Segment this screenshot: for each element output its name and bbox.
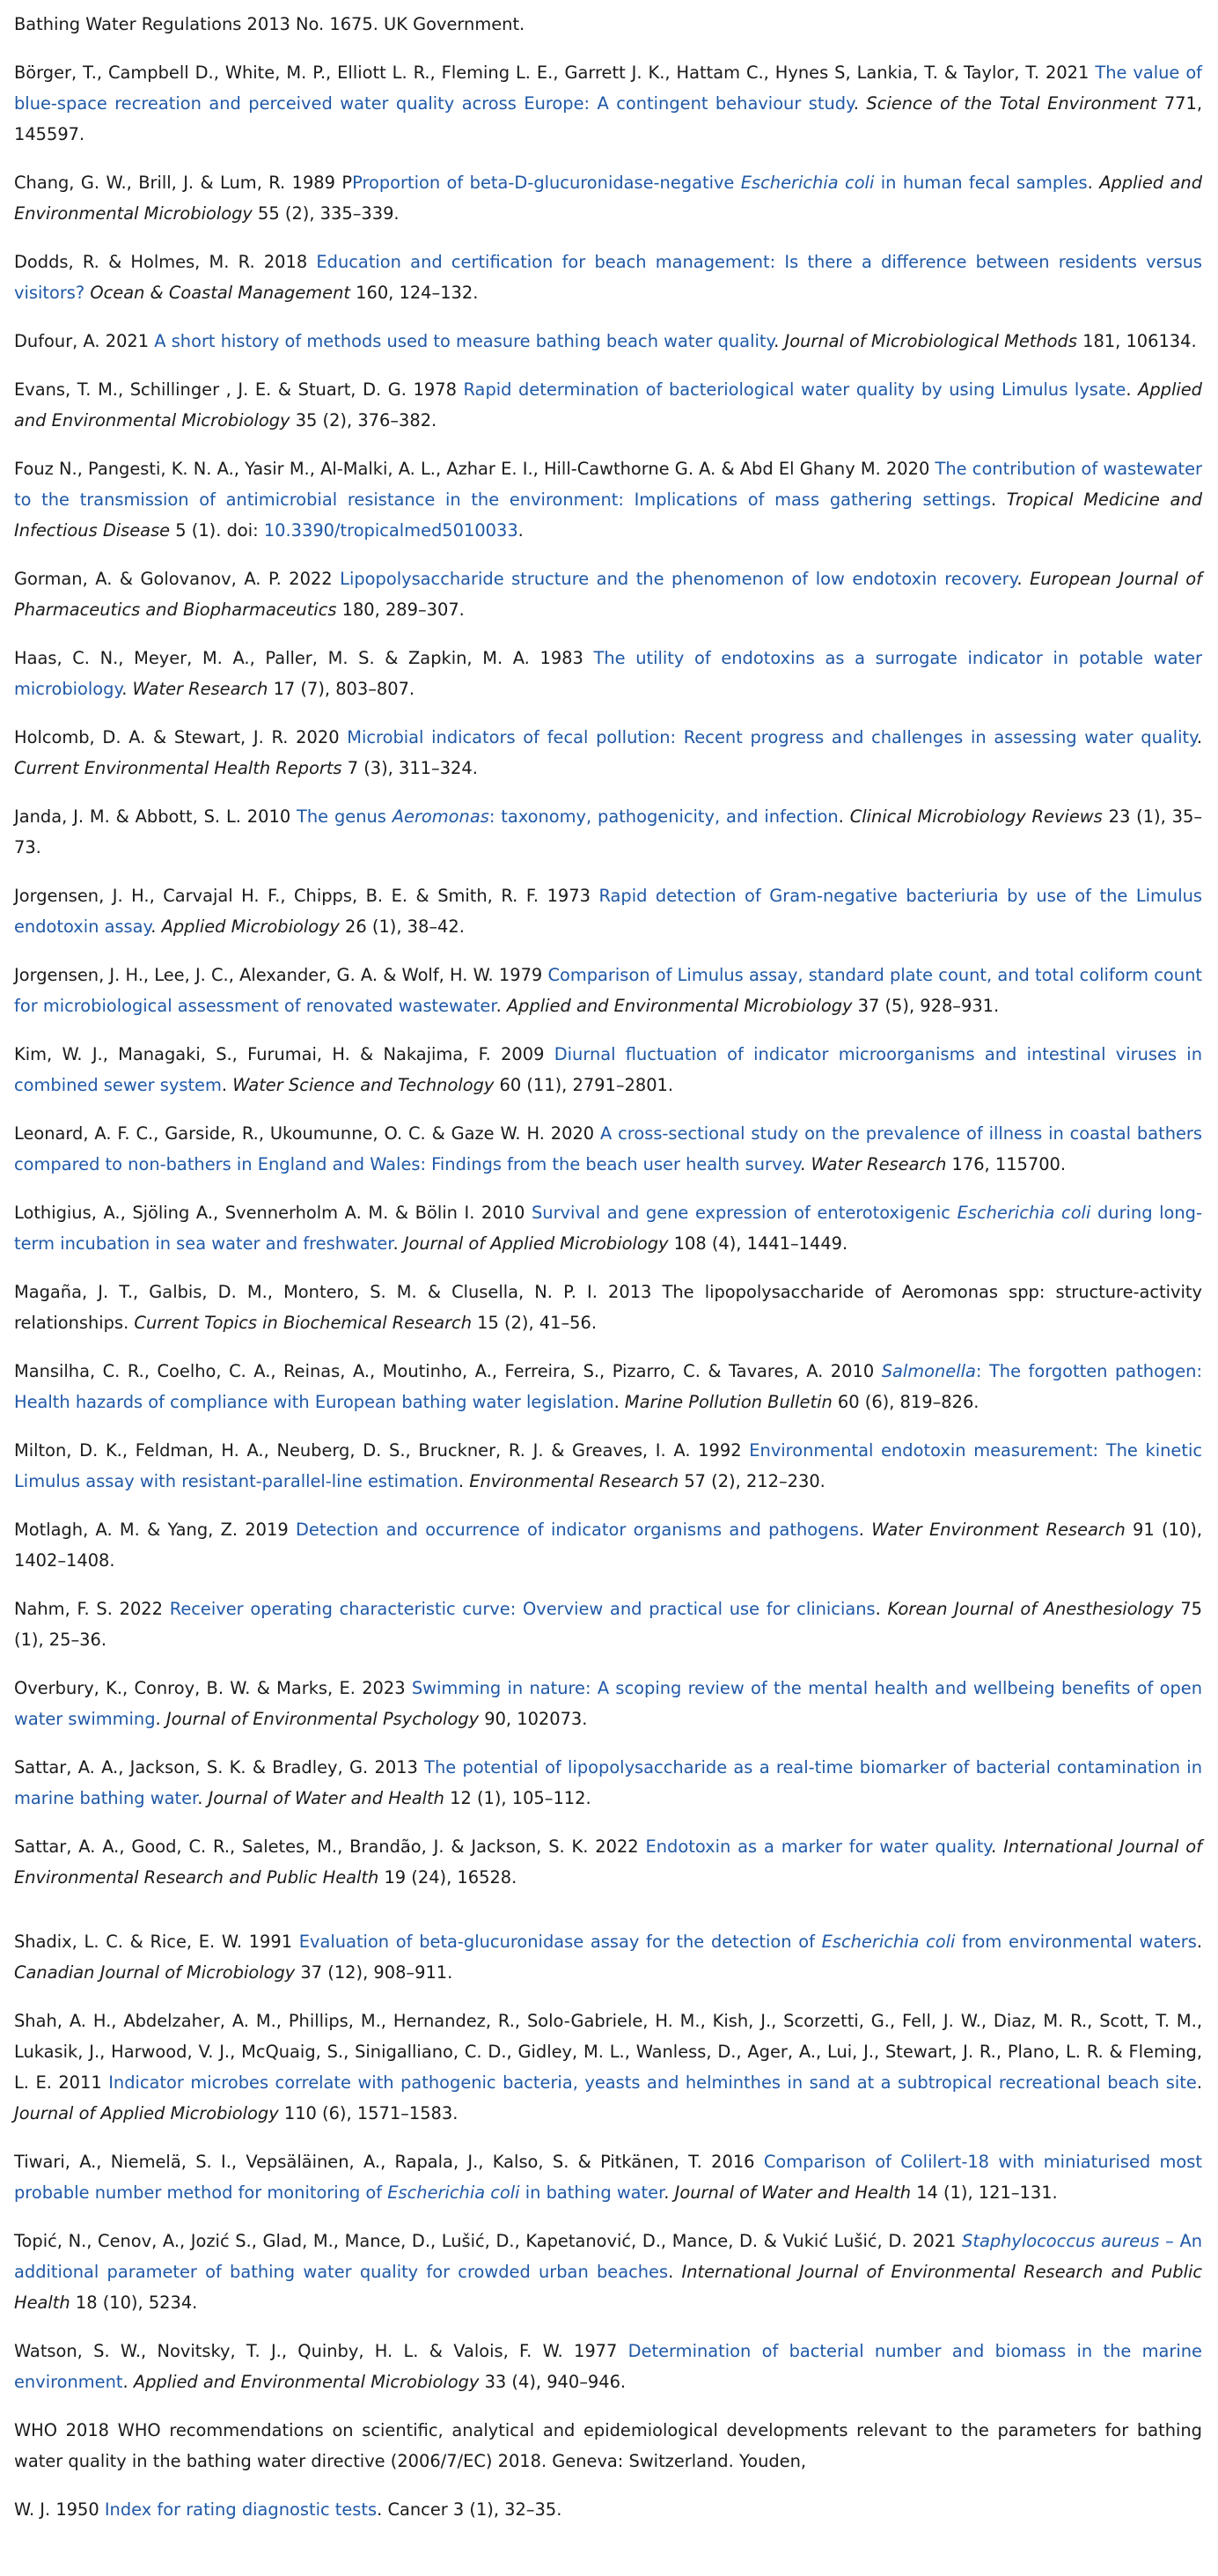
reference-entry bbox=[14, 326, 1202, 357]
reference-entry bbox=[14, 880, 1202, 942]
reference-text: Watson, S. W., Novitsky, T. J., Quinby, H. L. & Valois, F. W. 1977 bbox=[14, 2341, 628, 2361]
journal-name: Ocean & Coastal Management bbox=[90, 283, 350, 303]
reference-text: Jorgensen, J. H., Carvajal H. F., Chipps, B. E. & Smith, R. F. 1973 bbox=[14, 886, 599, 906]
reference-entry bbox=[14, 643, 1202, 704]
reference-text: . bbox=[990, 489, 1007, 510]
reference-text: . bbox=[991, 1836, 1004, 1857]
reference-entry bbox=[14, 57, 1202, 150]
reference-text: . bbox=[875, 1599, 888, 1619]
reference-text: . bbox=[800, 1154, 811, 1174]
reference-entry bbox=[14, 2336, 1202, 2397]
reference-text: Lothigius, A., Sjöling A., Svennerholm A. M. & Bölin I. 2010 bbox=[14, 1203, 532, 1223]
reference-text: Fouz N., Pangesti, K. N. A., Yasir M., Al-Malki, A. L., Azhar E. I., Hill-Cawthorne G. A. & Abd El Ghany M. 2020 bbox=[14, 459, 936, 479]
reference-link[interactable]: in human fecal samples bbox=[874, 173, 1088, 193]
reference-text: 7 (3), 311–324. bbox=[341, 758, 478, 778]
journal-name: Korean Journal of Anesthesiology bbox=[887, 1599, 1174, 1619]
reference-text: . bbox=[221, 1075, 233, 1095]
reference-list bbox=[14, 9, 1202, 2543]
reference-link[interactable]: Education and certification for beach management: Is there a difference between residents versus visitors? bbox=[14, 252, 1202, 303]
reference-text: . bbox=[838, 806, 850, 827]
journal-name: Applied and Environmental Microbiology bbox=[14, 379, 1202, 431]
reference-text: 12 (1), 105–112. bbox=[444, 1788, 591, 1808]
reference-text: Gorman, A. & Golovanov, A. P. 2022 bbox=[14, 569, 341, 589]
reference-link[interactable]: Evaluation of beta-glucuronidase assay for the detection of bbox=[298, 1932, 822, 1952]
reference-link[interactable]: Comparison of Colilert-18 with miniaturised most probable number method for monitoring of bbox=[14, 2152, 1203, 2203]
reference-link[interactable]: Aeromonas bbox=[392, 806, 489, 827]
journal-name: Journal of Applied Microbiology bbox=[403, 1233, 669, 1254]
reference-entry bbox=[14, 1435, 1202, 1497]
reference-text: Evans, T. M., Schillinger , J. E. & Stuart, D. G. 1978 bbox=[14, 379, 464, 400]
journal-name: Water Environment Research bbox=[871, 1520, 1126, 1540]
reference-link[interactable]: Detection and occurrence of indicator organisms and pathogens bbox=[295, 1520, 859, 1540]
reference-text: Leonard, A. F. C., Garside, R., Ukoumunne, O. C. & Gaze W. H. 2020 bbox=[14, 1123, 600, 1144]
reference-text: Chang, G. W., Brill, J. & Lum, R. 1989 P bbox=[14, 173, 353, 193]
reference-text: . bbox=[1016, 569, 1031, 589]
reference-link[interactable]: in bathing water bbox=[519, 2182, 664, 2203]
reference-entry bbox=[14, 563, 1202, 625]
reference-link[interactable]: Swimming in nature: A scoping review of the mental health and wellbeing benefits of open water swimming bbox=[14, 1678, 1202, 1729]
reference-text: 23 (1), 35–73. bbox=[14, 806, 1203, 857]
reference-text: Sattar, A. A., Jackson, S. K. & Bradley, G. 2013 bbox=[14, 1757, 425, 1777]
journal-name: Journal of Applied Microbiology bbox=[14, 2103, 279, 2123]
reference-text: WHO 2018 WHO recommendations on scientific, analytical and epidemiological developments relevant to the parameters for bathing water quality in the bathing water directive (2006/7/EC) 2018. Geneva: Switzerland. Youden, bbox=[14, 2420, 1202, 2471]
reference-text: Motlagh, A. M. & Yang, Z. 2019 bbox=[14, 1520, 296, 1540]
reference-entry bbox=[14, 801, 1202, 863]
reference-text: 181, 106134. bbox=[1076, 331, 1197, 351]
reference-entry bbox=[14, 453, 1202, 546]
reference-text: 160, 124–132. bbox=[350, 283, 479, 303]
journal-name: Water Science and Technology bbox=[232, 1075, 495, 1095]
reference-text: . bbox=[668, 2262, 682, 2282]
reference-text: 18 (10), 5234. bbox=[70, 2293, 198, 2313]
reference-text: 60 (11), 2791–2801. bbox=[494, 1075, 674, 1095]
reference-text: 55 (2), 335–339. bbox=[252, 203, 400, 224]
reference-entry bbox=[14, 1831, 1202, 1893]
reference-link[interactable]: : The forgotten pathogen: Health hazards of compliance with European bathing water legislation bbox=[14, 1361, 1203, 1412]
reference-link[interactable]: during long-term incubation in sea water and freshwater bbox=[14, 1203, 1202, 1254]
reference-link[interactable]: Escherichia coli bbox=[387, 2182, 520, 2203]
reference-link[interactable]: A cross-sectional study on the prevalence of illness in coastal bathers compared to non-bathers in England and Wales: Findings from the beach user health survey bbox=[14, 1123, 1202, 1174]
reference-link[interactable]: Staphylococcus aureus bbox=[962, 2231, 1160, 2251]
reference-text: Börger, T., Campbell D., White, M. P., Elliott L. R., Fleming L. E., Garrett J. K., Hattam C., Hynes S, Lankia, T. & Taylor, T. 2021 bbox=[14, 63, 1096, 83]
reference-entry bbox=[14, 2226, 1202, 2318]
reference-entry bbox=[14, 167, 1202, 229]
reference-link[interactable]: Salmonella bbox=[881, 1361, 976, 1381]
reference-link[interactable]: Comparison of Limulus assay, standard plate count, and total coliform count for microbiological assessment of renovated wastewater bbox=[14, 965, 1202, 1016]
reference-text: . bbox=[1126, 379, 1139, 400]
journal-name: Applied Microbiology bbox=[161, 916, 340, 937]
reference-link[interactable]: A short history of methods used to measure bathing beach water quality bbox=[154, 331, 774, 351]
reference-link[interactable]: Rapid detection of Gram-negative bacteriuria by use of the Limulus endotoxin assay bbox=[14, 886, 1202, 937]
reference-text: 91 (10), 1402–1408. bbox=[14, 1520, 1202, 1571]
reference-text: . bbox=[517, 520, 524, 541]
reference-entry bbox=[14, 374, 1202, 436]
reference-entry bbox=[14, 1356, 1202, 1417]
journal-name: Journal of Microbiological Methods bbox=[784, 331, 1077, 351]
reference-text: 37 (5), 928–931. bbox=[852, 996, 1000, 1016]
reference-entry bbox=[14, 1118, 1202, 1180]
reference-text: 35 (2), 376–382. bbox=[290, 410, 437, 431]
reference-link[interactable]: – An additional parameter of bathing water quality for crowded urban beaches bbox=[14, 2231, 1203, 2282]
journal-name: Journal of Water and Health bbox=[674, 2182, 912, 2203]
reference-link[interactable]: The contribution of wastewater to the transmission of antimicrobial resistance in the environment: Implications of mass gathering settings bbox=[14, 459, 1203, 510]
reference-link[interactable]: Proportion of beta-D-glucuronidase-negative bbox=[352, 173, 741, 193]
journal-name: Canadian Journal of Microbiology bbox=[14, 1962, 296, 1983]
journal-name: Water Research bbox=[132, 679, 268, 699]
reference-text: . bbox=[853, 93, 867, 114]
journal-name: Environmental Research bbox=[469, 1471, 679, 1491]
reference-text: 17 (7), 803–807. bbox=[268, 679, 415, 699]
reference-entry bbox=[14, 1673, 1202, 1734]
reference-text: Milton, D. K., Feldman, H. A., Neuberg, D. S., Bruckner, R. J. & Greaves, I. A. 1992 bbox=[14, 1440, 750, 1461]
reference-text: Jorgensen, J. H., Lee, J. C., Alexander, G. A. & Wolf, H. W. 1979 bbox=[14, 965, 548, 985]
reference-text: 26 (1), 38–42. bbox=[339, 916, 465, 937]
reference-link[interactable]: : taxonomy, pathogenicity, and infection bbox=[488, 806, 839, 827]
reference-text: . bbox=[197, 1788, 209, 1808]
reference-text: Overbury, K., Conroy, B. W. & Marks, E. 2023 bbox=[14, 1678, 412, 1698]
reference-text: . bbox=[858, 1520, 872, 1540]
reference-text: . bbox=[122, 2372, 134, 2392]
journal-name: Applied and Environmental Microbiology bbox=[133, 2372, 480, 2392]
reference-link[interactable]: Indicator microbes correlate with pathogenic bacteria, yeasts and helminthes in sand at a subtropical recreational beach site bbox=[108, 2072, 1197, 2093]
reference-text: 75 (1), 25–36. bbox=[14, 1599, 1203, 1650]
reference-text: . bbox=[393, 1233, 404, 1254]
reference-text: Bathing Water Regulations 2013 No. 1675. UK Government. bbox=[14, 14, 525, 34]
reference-link[interactable]: The potential of lipopolysaccharide as a real-time biomarker of bacterial contamination in marine bathing water bbox=[14, 1757, 1202, 1808]
reference-link[interactable]: Survival and gene expression of enterotoxigenic bbox=[531, 1203, 958, 1223]
reference-text: 19 (24), 16528. bbox=[378, 1867, 517, 1888]
journal-name: Current Topics in Biochemical Research bbox=[134, 1313, 473, 1333]
reference-entry bbox=[14, 960, 1202, 1021]
reference-entry bbox=[14, 1514, 1202, 1576]
reference-text: Holcomb, D. A. & Stewart, J. R. 2020 bbox=[14, 727, 348, 747]
reference-text: . bbox=[613, 1392, 625, 1412]
journal-name: International Journal of Environmental Research and Public Health bbox=[14, 2262, 1203, 2313]
reference-text: 110 (6), 1571–1583. bbox=[278, 2103, 459, 2123]
reference-text: . bbox=[1087, 173, 1100, 193]
journal-name: Applied and Environmental Microbiology bbox=[14, 173, 1203, 224]
reference-text: . bbox=[664, 2182, 675, 2203]
reference-text: 5 (1). doi: bbox=[170, 520, 264, 541]
reference-text: 14 (1), 121–131. bbox=[911, 2182, 1058, 2203]
reference-text: Dufour, A. 2021 bbox=[14, 331, 155, 351]
reference-text: 57 (2), 212–230. bbox=[679, 1471, 825, 1491]
reference-text: . bbox=[150, 916, 162, 937]
reference-link[interactable]: The utility of endotoxins as a surrogate indicator in potable water microbiology bbox=[14, 648, 1202, 699]
reference-text: . bbox=[1196, 2072, 1202, 2093]
reference-text: 60 (6), 819–826. bbox=[832, 1392, 980, 1412]
journal-name: International Journal of Environmental Research and Public Health bbox=[14, 1836, 1202, 1888]
reference-text: Topić, N., Cenov, A., Jozić S., Glad, M., Mance, D., Lušić, D., Kapetanović, D., Mance, D. & Vukić Lušić, D. 2021 bbox=[14, 2231, 963, 2251]
reference-text: Janda, J. M. & Abbott, S. L. 2010 bbox=[14, 806, 297, 827]
reference-entry bbox=[14, 2006, 1202, 2129]
journal-name: Current Environmental Health Reports bbox=[14, 758, 342, 778]
reference-text: 176, 115700. bbox=[946, 1154, 1067, 1174]
reference-text: Magaña, J. T., Galbis, D. M., Montero, S. M. & Clusella, N. P. I. 2013 The lipopolysaccharide of Aeromonas spp: structure-activity relationships. bbox=[14, 1282, 1202, 1333]
reference-text: . bbox=[121, 679, 133, 699]
journal-name: Marine Pollution Bulletin bbox=[624, 1392, 833, 1412]
reference-text: W. J. 1950 bbox=[14, 2499, 105, 2520]
reference-link[interactable]: Environmental endotoxin measurement: The kinetic Limulus assay with resistant-parallel-line estimation bbox=[14, 1440, 1203, 1491]
reference-text: 90, 102073. bbox=[479, 1709, 588, 1729]
reference-text: . Cancer 3 (1), 32–35. bbox=[377, 2499, 562, 2520]
reference-text: . bbox=[1196, 727, 1203, 747]
journal-name: Water Research bbox=[811, 1154, 947, 1174]
reference-text: . bbox=[495, 996, 507, 1016]
reference-link[interactable]: Endotoxin as a marker for water quality bbox=[645, 1836, 992, 1857]
reference-link[interactable]: The genus bbox=[297, 806, 393, 827]
reference-entry bbox=[14, 1039, 1202, 1100]
reference-link[interactable]: Lipopolysaccharide structure and the phenomenon of low endotoxin recovery bbox=[340, 569, 1017, 589]
reference-entry bbox=[14, 1277, 1202, 1338]
reference-link[interactable]: Index for rating diagnostic tests bbox=[104, 2499, 378, 2520]
reference-entry bbox=[14, 247, 1202, 308]
reference-text: 180, 289–307. bbox=[336, 600, 465, 620]
reference-link[interactable]: The value of blue-space recreation and perceived water quality across Europe: A contingent behaviour study bbox=[14, 63, 1203, 114]
reference-entry bbox=[14, 2415, 1202, 2477]
reference-entry bbox=[14, 2146, 1202, 2208]
reference-entry bbox=[14, 2494, 1202, 2525]
reference-entry bbox=[14, 1593, 1202, 1655]
reference-text: Shadix, L. C. & Rice, E. W. 1991 bbox=[14, 1932, 299, 1952]
reference-text: 15 (2), 41–56. bbox=[472, 1313, 598, 1333]
reference-text: Haas, C. N., Meyer, M. A., Paller, M. S. & Zapkin, M. A. 1983 bbox=[14, 648, 594, 668]
reference-text: . bbox=[774, 331, 785, 351]
reference-link[interactable]: from environmental waters bbox=[955, 1932, 1197, 1952]
reference-entry bbox=[14, 9, 1202, 40]
reference-text: 108 (4), 1441–1449. bbox=[668, 1233, 848, 1254]
reference-text: . bbox=[155, 1709, 166, 1729]
reference-text: Dodds, R. & Holmes, M. R. 2018 bbox=[14, 252, 317, 272]
reference-text: 33 (4), 940–946. bbox=[479, 2372, 627, 2392]
reference-link[interactable]: Determination of bacterial number and biomass in the marine environment bbox=[14, 2341, 1202, 2392]
reference-entry bbox=[14, 722, 1202, 784]
reference-link[interactable]: Diurnal fluctuation of indicator microorganisms and intestinal viruses in combined sewer system bbox=[14, 1044, 1202, 1095]
journal-name: Clinical Microbiology Reviews bbox=[849, 806, 1103, 827]
journal-name: Journal of Environmental Psychology bbox=[165, 1709, 480, 1729]
reference-link[interactable]: Receiver operating characteristic curve: Overview and practical use for clinicians bbox=[169, 1599, 876, 1619]
reference-link[interactable]: Rapid determination of bacteriological water quality by using Limulus lysate bbox=[463, 379, 1126, 400]
journal-name: Journal of Water and Health bbox=[208, 1788, 444, 1808]
journal-name: European Journal of Pharmaceutics and Biopharmaceutics bbox=[14, 569, 1202, 620]
reference-link[interactable]: Escherichia coli bbox=[821, 1932, 956, 1952]
reference-text: Mansilha, C. R., Coelho, C. A., Reinas, A., Moutinho, A., Ferreira, S., Pizarro, C. & Tavares, A. 2010 bbox=[14, 1361, 882, 1381]
reference-text: Nahm, F. S. 2022 bbox=[14, 1599, 170, 1619]
reference-text: Sattar, A. A., Good, C. R., Saletes, M., Brandão, J. & Jackson, S. K. 2022 bbox=[14, 1836, 646, 1857]
reference-entry bbox=[14, 1197, 1202, 1259]
reference-entry bbox=[14, 1926, 1202, 1988]
reference-text: Shah, A. H., Abdelzaher, A. M., Phillips, M., Hernandez, R., Solo-Gabriele, H. M., Kish, J., Scorzetti, G., Fell, J. W., Diaz, M. R., Scott, T. M., Lukasik, J., Harwood, V. J., McQuaig, S., Sinigalliano, C. D., Gidley, M. L., Wanless, D., Ager, A., Lui, J., Stewart, J. R., Plano, L. R. & Fleming, L. E. 2011 bbox=[14, 2011, 1202, 2093]
reference-link[interactable]: 10.3390/tropicalmed5010033 bbox=[263, 520, 518, 541]
reference-text: Tiwari, A., Niemelä, S. I., Vepsäläinen, A., Rapala, J., Kalso, S. & Pitkänen, T. 2016 bbox=[14, 2152, 764, 2172]
reference-text: Kim, W. J., Managaki, S., Furumai, H. & Nakajima, F. 2009 bbox=[14, 1044, 554, 1064]
journal-name: Tropical Medicine and Infectious Disease bbox=[14, 489, 1203, 541]
reference-link[interactable]: Escherichia coli bbox=[740, 173, 875, 193]
journal-name: Science of the Total Environment bbox=[866, 93, 1157, 114]
reference-link[interactable]: Microbial indicators of fecal pollution: Recent progress and challenges in assessing water quality bbox=[347, 727, 1197, 747]
reference-text: . bbox=[1196, 1932, 1202, 1952]
reference-text: 771, 145597. bbox=[14, 93, 1202, 144]
reference-link[interactable]: Escherichia coli bbox=[957, 1203, 1091, 1223]
reference-entry bbox=[14, 1752, 1202, 1814]
reference-text: . bbox=[458, 1471, 470, 1491]
journal-name: Applied and Environmental Microbiology bbox=[506, 996, 853, 1016]
reference-text: 37 (12), 908–911. bbox=[295, 1962, 453, 1983]
